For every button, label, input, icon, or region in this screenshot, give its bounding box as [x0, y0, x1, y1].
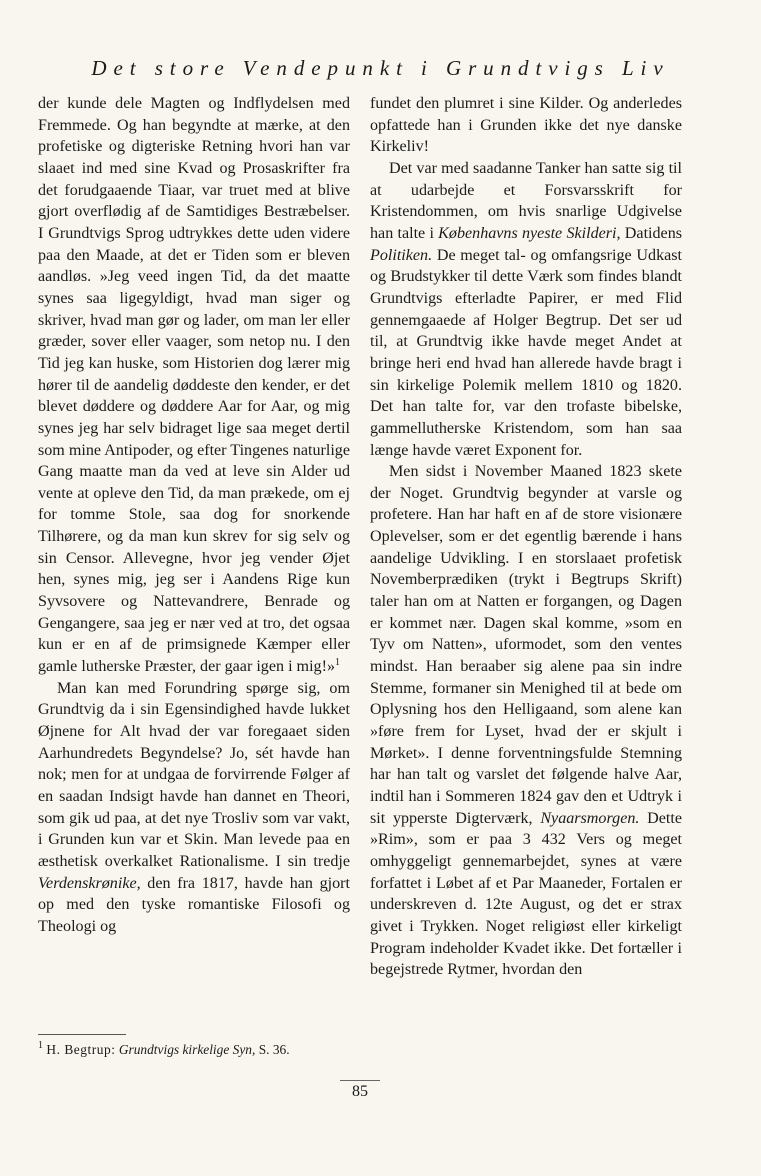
book-title: Verdenskrønike, — [38, 874, 141, 892]
footnote-title: Grundtvigs kirkelige Syn, — [118, 1042, 256, 1057]
periodical-title: Københavns nyeste Skilderi, — [438, 224, 621, 242]
left-column — [38, 93, 350, 938]
footnote-divider — [38, 1034, 126, 1035]
footnote-author: H. Begtrup: — [46, 1042, 116, 1057]
left-paragraph-1: der kunde dele Magten og Indflydelsen med Fremmede. Og han begyndte at mærke, at den profetiske og digteriske Retning hvori han var slaaet ind med sine Kvad og Prosaskrifter fra det forudgaaende Tiaar, var truet med at blive gjort overflødig af de Samtidiges Bestræbelser. I Grundtvigs Sprog udtrykkes dette uden videre paa den Maade, at det er Tiden som er bleven aandløs. »Jeg veed ingen Tid, da det maatte synes saa ligegyldigt, hvad man siger og skriver, hvad man gør og lader, om man ler eller græder, sover eller vaager, som netop nu. I den Tid jeg kan huske, som Historien dog lærer mig hører til de aandelig døddeste den kender, er det blevet døddere og døddere Aar for Aar, og mig synes jeg har selv bidraget lige saa meget dertil som mine Antipoder, og efter Tingenes naturlige Gang maatte man da ved at leve sin Alder ud vente at opleve den Tid, da man prækede, om ej for tomme Stole, saa dog for snorkende Tilhørere, og da man kun skrev for sig selv og sin Censor. Allevegne, hvor jeg vender Øjet hen, synes mig, jeg ser i Aandens Rige kun Syvsovere og Nattevandrere, Benrade og Gengangere, saa jeg er nær ved at tro, det ogsaa kun er en af de primsignede Kæmper eller gamle lutherske Præster, der gaar igen i mig!»$^1$ — [38, 95, 350, 676]
footnote-marker: 1 — [38, 1040, 43, 1051]
footnote-reference: 1 — [335, 657, 341, 669]
left-paragraph-2: Man kan med Forundring spørge sig, om Grundtvig da i sin Egensindighed havde lukket Øjnene for Alt hvad der var foregaaet siden Aarhundredets Begyndelse? Jo, sét havde han nok; men for at undgaa de forvirrende Følger af en saadan Indsigt havde han dannet en Theori, som gik ud paa, at det nye Trosliv som var vakt, i Grunden kun var et Skin. Man levede paa en æsthetisk overkalket Rationalisme. I sin tredje Verdenskrønike, den fra 1817, havde han gjort op med den tyske romantiske Filosofi og Theologi og — [38, 679, 350, 935]
page-number: 85 — [340, 1080, 380, 1101]
footnote — [38, 1041, 350, 1058]
right-paragraph-1: fundet den plumret i sine Kilder. Og anderledes opfattede han i Grunden ikke det nye danske Kirkeliv! — [370, 95, 682, 156]
right-paragraph-2: Det var med saadanne Tanker han satte sig til at udarbejde et Forsvarsskrift for Kristendommen, om hvis snarlige Udgivelse han talte i Københavns nyeste Skilderi, Datidens Politiken. De meget tal- og omfangsrige Udkast og Brudstykker til dette Værk som findes blandt Grundtvigs efterladte Papirer, er med Flid gennemgaaede af Holger Begtrup. Det ser ud til, at Grundtvig ikke havde meget Andet at bringe heri end hvad han allerede havde bragt i sin kirkelige Polemik mellem 1810 og 1820. Det han talte for, var den trofaste bibelske, gammellutherske Kristendom, som han saa længe havde været Exponent for. — [370, 159, 683, 459]
right-column — [370, 93, 682, 981]
running-title: Det store Vendepunkt i Grundtvigs Liv — [91, 56, 670, 80]
newspaper-title: Politiken. — [370, 246, 433, 264]
footnote-page: S. 36. — [258, 1042, 290, 1057]
right-paragraph-3: Men sidst i November Maaned 1823 skete der Noget. Grundtvig begynder at varsle og profetere. Han har haft en af de store visionære Oplevelser, som er det egentlig bærende i hans aandelige Udvikling. I en storslaaet profetisk Novemberprædiken (trykt i Begtrups Skrift) taler han om at Natten er forgangen, og Dagen er kommet nær. Dagen skal komme, »som en Tyv om Natten», uformodet, som den ventes mindst. Han beraaber sig alene paa sin indre Stemme, formaner sin Menighed til at bede om Oplysning hos den Helligaand, som alene kan »føre frem for Lyset, hvad der er skjult i Mørket». I denne forventningsfulde Stemning har han talt og varslet det følgende halve Aar, indtil han i Sommeren 1824 gav den et Udtryk i sit ypperste Digterværk, Nyaarsmorgen. Dette »Rim», som er paa 3 432 Vers og meget omhyggeligt gennemarbejdet, synes at være forfattet i Løbet af et Par Maaneder, Fortalen er underskreven d. 12te August, og det er strax givet i Trykken. Noget religiøst eller kirkeligt Program indeholder Kvadet ikke. Det fortæller i begejstrede Rytmer, hvordan den — [370, 463, 683, 979]
poem-title: Nyaarsmorgen. — [540, 809, 640, 827]
